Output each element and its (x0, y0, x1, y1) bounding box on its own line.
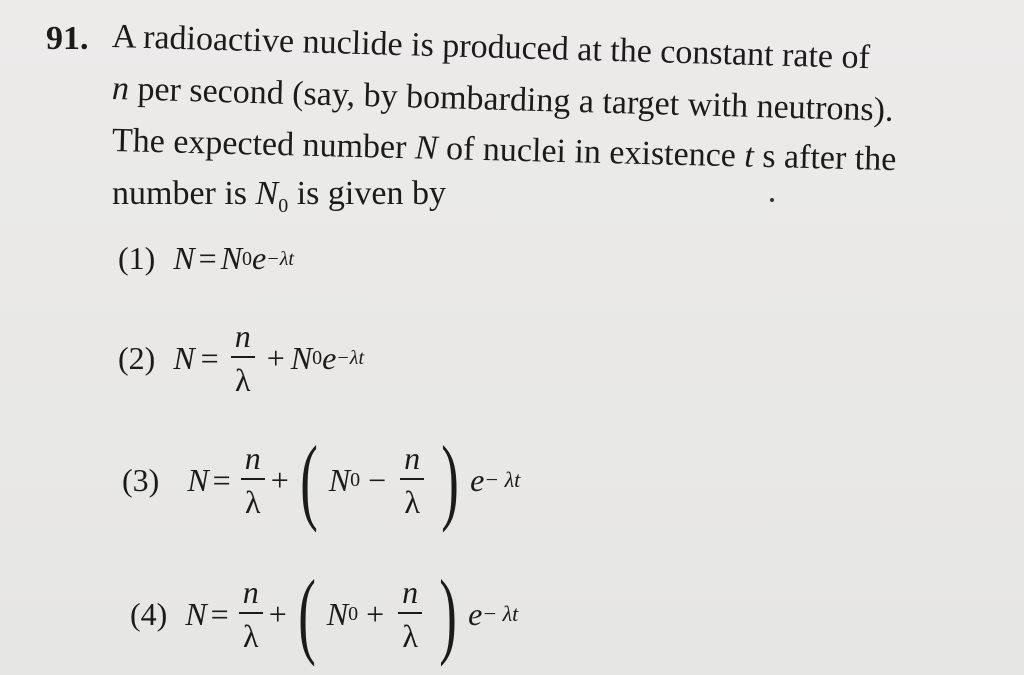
lhs-N: N (187, 461, 209, 498)
fraction-n-over-lambda (231, 320, 255, 396)
question-number: 91. (46, 20, 89, 57)
equals-sign: = (200, 339, 219, 376)
exponent: − λt (482, 601, 519, 626)
term-N: N (290, 339, 313, 376)
question-text: number is (112, 175, 256, 212)
denominator: λ (402, 618, 418, 654)
option-4[interactable]: (4) N = $\frac{n}{\lambda}$ + ( N 0 + $\frac{n}{\lambda}$ ) e − λt (130, 560, 519, 667)
question-text: of nuclei in existence (437, 129, 745, 175)
numerator: n (402, 574, 419, 610)
subscript-zero: 0 (278, 195, 289, 217)
option-1[interactable]: (1) N = N 0 e −λt (118, 240, 294, 276)
denominator: λ (234, 362, 251, 398)
fraction-n-over-lambda (241, 442, 265, 518)
question-line-4 (112, 175, 446, 217)
question-text: per second (say, by bombarding a target with neutrons). (128, 70, 895, 129)
denominator: λ (404, 484, 420, 520)
question-line-1 (111, 18, 870, 77)
exp-base-e: e (252, 240, 267, 276)
exp-base-e: e (470, 461, 485, 498)
denominator: λ (242, 618, 259, 654)
fraction-n-over-lambda (239, 576, 263, 652)
inner-N: N (328, 461, 351, 498)
option-label: (2) (118, 339, 156, 376)
lhs-N: N (173, 240, 195, 276)
option-label: (1) (118, 240, 156, 276)
denominator: λ (244, 484, 261, 520)
variable-N0: N (255, 175, 279, 212)
left-paren: ( (297, 560, 316, 667)
equals-sign: = (210, 595, 229, 632)
numerator: n (234, 318, 251, 354)
numerator: n (404, 440, 421, 476)
lhs-N: N (185, 595, 207, 632)
equals-sign: = (212, 461, 231, 498)
plus-sign: + (268, 595, 287, 632)
option-3[interactable]: (3) N = $\frac{n}{\lambda}$ + ( N 0 − $\frac{n}{\lambda}$ ) e − λt (122, 426, 521, 533)
option-label: (4) (130, 595, 168, 632)
equals-sign: = (198, 240, 217, 276)
variable-N: N (414, 129, 439, 167)
minus-sign: − (368, 461, 387, 498)
exponent: − λt (484, 467, 521, 492)
variable-t: t (743, 137, 755, 175)
left-paren: ( (299, 426, 318, 533)
question-text: is given by (288, 175, 446, 212)
exp-base-e: e (322, 339, 337, 376)
term-N: N (220, 240, 243, 276)
fraction-n-over-lambda (398, 576, 422, 652)
variable-n: n (111, 70, 130, 108)
numerator: n (242, 574, 259, 610)
speck-mark (770, 198, 774, 202)
right-paren: ) (441, 426, 459, 533)
inner-N: N (326, 595, 349, 632)
right-paren: ) (439, 560, 457, 667)
exp-base-e: e (468, 595, 483, 632)
numerator: n (244, 440, 261, 476)
plus-sign: + (366, 595, 385, 632)
question-text: s after the (753, 137, 897, 179)
question-line-3 (112, 122, 897, 179)
option-label: (3) (122, 461, 160, 498)
lhs-N: N (173, 339, 195, 376)
question-text: The expected number (111, 122, 416, 167)
plus-sign: + (270, 461, 289, 498)
question-line-2 (111, 70, 894, 130)
plus-sign: + (266, 339, 285, 376)
question-text: A radioactive nuclide is produced at the constant rate of (111, 18, 871, 77)
fraction-n-over-lambda (400, 442, 424, 518)
option-2[interactable]: (2) N = $\frac{n}{\lambda}$ + N 0 e −λt (118, 318, 365, 398)
